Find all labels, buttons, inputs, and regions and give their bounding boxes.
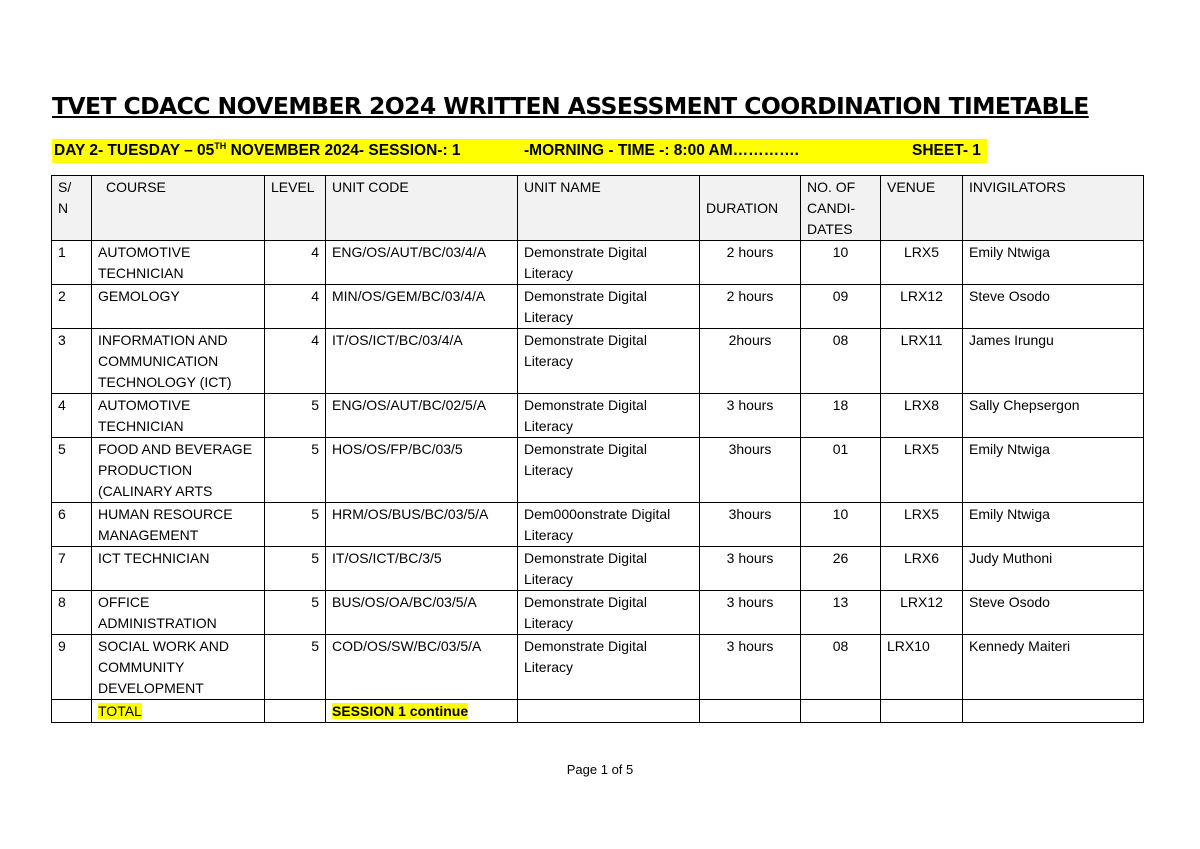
candidates-cell: 09 (801, 285, 881, 329)
duration-cell: 2 hours (700, 241, 801, 285)
invigilator-cell: Steve Osodo (963, 285, 1144, 329)
table-row (52, 241, 1144, 285)
unit-code-cell: ENG/OS/AUT/BC/03/4/A (326, 241, 518, 285)
course-cell: SOCIAL WORK AND COMMUNITY DEVELOPMENT (92, 635, 265, 700)
unit-code-cell: COD/OS/SW/BC/03/5/A (326, 635, 518, 700)
sn-cell: 7 (52, 547, 92, 591)
sn-cell: 5 (52, 438, 92, 503)
table-row (52, 591, 1144, 635)
header-sn: S/ N (52, 176, 92, 241)
unit-code-cell: ENG/OS/AUT/BC/02/5/A (326, 394, 518, 438)
header-course: COURSE (92, 176, 265, 241)
venue-cell: LRX5 (881, 241, 963, 285)
duration-cell: 3 hours (700, 635, 801, 700)
duration-cell: 3 hours (700, 591, 801, 635)
unit-name-cell: Demonstrate Digital Literacy (518, 635, 700, 700)
level-cell: 4 (265, 329, 326, 394)
sn-cell: 9 (52, 635, 92, 700)
candidates-cell: 13 (801, 591, 881, 635)
venue-cell: LRX12 (881, 591, 963, 635)
unit-name-cell: Demonstrate Digital Literacy (518, 241, 700, 285)
course-cell: FOOD AND BEVERAGE PRODUCTION (CALINARY ARTS (92, 438, 265, 503)
venue-cell: LRX10 (881, 635, 963, 700)
course-cell: OFFICE ADMINISTRATION (92, 591, 265, 635)
table-row (52, 547, 1144, 591)
table-row (52, 503, 1144, 547)
venue-cell: LRX12 (881, 285, 963, 329)
duration-cell: 2 hours (700, 285, 801, 329)
course-cell: HUMAN RESOURCE MANAGEMENT (92, 503, 265, 547)
total-unit-code: SESSION 1 continue (326, 700, 518, 723)
candidates-cell: 08 (801, 635, 881, 700)
venue-cell: LRX5 (881, 438, 963, 503)
course-cell: AUTOMOTIVE TECHNICIAN (92, 394, 265, 438)
course-cell: ICT TECHNICIAN (92, 547, 265, 591)
unit-name-cell: Demonstrate Digital Literacy (518, 438, 700, 503)
header-duration: DURATION (700, 176, 801, 241)
page-footer: Page 1 of 5 (566, 762, 634, 777)
level-cell: 4 (265, 241, 326, 285)
duration-cell: 3hours (700, 503, 801, 547)
header-unit-name: UNIT NAME (518, 176, 700, 241)
header-venue: VENUE (881, 176, 963, 241)
venue-cell: LRX5 (881, 503, 963, 547)
unit-code-cell: HOS/OS/FP/BC/03/5 (326, 438, 518, 503)
sn-cell: 3 (52, 329, 92, 394)
unit-name-cell: Demonstrate Digital Literacy (518, 285, 700, 329)
invigilator-cell: Emily Ntwiga (963, 241, 1144, 285)
table-header-row (52, 176, 1144, 241)
sn-cell: 2 (52, 285, 92, 329)
course-cell: INFORMATION AND COMMUNICATION TECHNOLOGY (ICT) (92, 329, 265, 394)
level-cell: 5 (265, 547, 326, 591)
candidates-cell: 08 (801, 329, 881, 394)
duration-cell: 3hours (700, 438, 801, 503)
invigilator-cell: Steve Osodo (963, 591, 1144, 635)
venue-cell: LRX6 (881, 547, 963, 591)
table-row (52, 329, 1144, 394)
total-candidates (801, 700, 881, 723)
course-cell: GEMOLOGY (92, 285, 265, 329)
header-candidates: NO. OF CANDI- DATES (801, 176, 881, 241)
sn-cell: 6 (52, 503, 92, 547)
level-cell: 5 (265, 591, 326, 635)
header-invigilators: INVIGILATORS (963, 176, 1144, 241)
unit-name-cell: Dem000onstrate Digital Literacy (518, 503, 700, 547)
total-label: TOTAL (92, 700, 265, 723)
sn-cell: 8 (52, 591, 92, 635)
candidates-cell: 26 (801, 547, 881, 591)
session-banner (52, 139, 987, 163)
unit-name-cell: Demonstrate Digital Literacy (518, 329, 700, 394)
unit-code-cell: IT/OS/ICT/BC/03/4/A (326, 329, 518, 394)
level-cell: 4 (265, 285, 326, 329)
unit-code-cell: MIN/OS/GEM/BC/03/4/A (326, 285, 518, 329)
invigilator-cell: Sally Chepsergon (963, 394, 1144, 438)
candidates-cell: 01 (801, 438, 881, 503)
total-row (52, 700, 1144, 723)
invigilator-cell: Emily Ntwiga (963, 438, 1144, 503)
total-level (265, 700, 326, 723)
document-title: TVET CDACC NOVEMBER 2O24 WRITTEN ASSESSMENT COORDINATION TIMETABLE (52, 92, 1089, 120)
unit-code-cell: HRM/OS/BUS/BC/03/5/A (326, 503, 518, 547)
total-sn (52, 700, 92, 723)
level-cell: 5 (265, 394, 326, 438)
unit-name-cell: Demonstrate Digital Literacy (518, 591, 700, 635)
session-time: -MORNING - TIME -: 8:00 AM…………. (524, 142, 799, 159)
table-row (52, 635, 1144, 700)
header-level: LEVEL (265, 176, 326, 241)
candidates-cell: 10 (801, 241, 881, 285)
course-cell: AUTOMOTIVE TECHNICIAN (92, 241, 265, 285)
session-day: DAY 2- TUESDAY – 05TH NOVEMBER 2024- SESSION-: 1 (54, 140, 461, 159)
table-row (52, 285, 1144, 329)
candidates-cell: 10 (801, 503, 881, 547)
table-row (52, 394, 1144, 438)
invigilator-cell: Kennedy Maiteri (963, 635, 1144, 700)
total-unit-name (518, 700, 700, 723)
invigilator-cell: James Irungu (963, 329, 1144, 394)
table-row (52, 438, 1144, 503)
sn-cell: 1 (52, 241, 92, 285)
total-duration (700, 700, 801, 723)
sn-cell: 4 (52, 394, 92, 438)
duration-cell: 3 hours (700, 394, 801, 438)
level-cell: 5 (265, 503, 326, 547)
invigilator-cell: Judy Muthoni (963, 547, 1144, 591)
invigilator-cell: Emily Ntwiga (963, 503, 1144, 547)
venue-cell: LRX8 (881, 394, 963, 438)
timetable (51, 175, 1144, 723)
candidates-cell: 18 (801, 394, 881, 438)
unit-name-cell: Demonstrate Digital Literacy (518, 547, 700, 591)
duration-cell: 3 hours (700, 547, 801, 591)
unit-code-cell: IT/OS/ICT/BC/3/5 (326, 547, 518, 591)
level-cell: 5 (265, 438, 326, 503)
venue-cell: LRX11 (881, 329, 963, 394)
total-venue (881, 700, 963, 723)
total-invigilator (963, 700, 1144, 723)
sheet-number: SHEET- 1 (912, 142, 981, 159)
unit-code-cell: BUS/OS/OA/BC/03/5/A (326, 591, 518, 635)
duration-cell: 2hours (700, 329, 801, 394)
header-unit-code: UNIT CODE (326, 176, 518, 241)
level-cell: 5 (265, 635, 326, 700)
unit-name-cell: Demonstrate Digital Literacy (518, 394, 700, 438)
